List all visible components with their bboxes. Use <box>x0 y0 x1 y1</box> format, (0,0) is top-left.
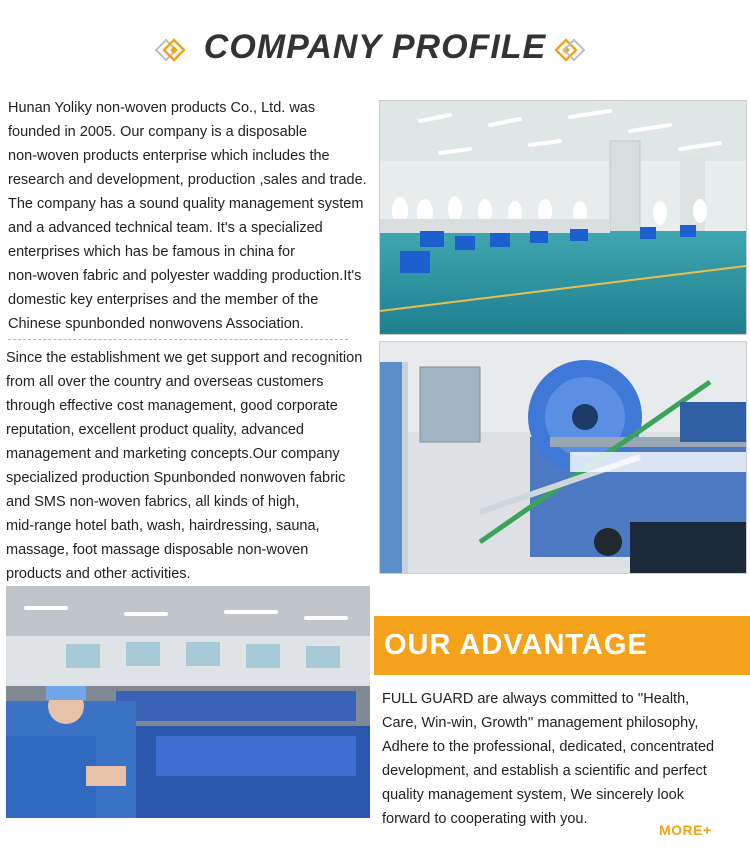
intro-line: non-woven products enterprise which includes the <box>8 148 330 164</box>
story-line: from all over the country and overseas customers <box>6 374 324 390</box>
story-line: reputation, excellent product quality, advanced <box>6 422 304 438</box>
advantage-line: Care, Win-win, Growth'' management philosophy, <box>382 715 699 731</box>
section-header <box>0 18 750 84</box>
double-diamond-icon <box>555 38 585 62</box>
more-link[interactable]: MORE+ <box>659 822 712 838</box>
intro-line: enterprises which has be famous in china for <box>8 244 295 260</box>
story-line: management and marketing concepts.Our company <box>6 446 340 462</box>
intro-line: Chinese spunbonded nonwovens Association. <box>8 316 304 332</box>
advantage-line: development, and establish a scientific and perfect <box>382 763 707 779</box>
advantage-line: FULL GUARD are always committed to ''Health, <box>382 691 690 707</box>
story-line: mid-range hotel bath, wash, hairdressing, sauna, <box>6 518 320 534</box>
intro-line: The company has a sound quality management system <box>8 196 364 212</box>
company-intro-text <box>8 96 380 336</box>
story-line: through effective cost management, good corporate <box>6 398 338 414</box>
intro-line: founded in 2005. Our company is a disposable <box>8 124 308 140</box>
fabric-roll-machine-photo <box>380 342 746 573</box>
intro-line: research and development, production ,sales and trade. <box>8 172 367 188</box>
story-line: massage, foot massage disposable non-woven <box>6 542 309 558</box>
advantage-banner <box>374 616 750 675</box>
story-line: specialized production Spunbonded nonwoven fabric <box>6 470 346 486</box>
story-line: products and other activities. <box>6 566 191 582</box>
story-line: Since the establishment we get support and recognition <box>6 350 363 366</box>
intro-line: and a advanced technical team. It's a specialized <box>8 220 323 236</box>
story-line: and SMS non-woven fabrics, all kinds of high, <box>6 494 300 510</box>
advantage-line: quality management system, We sincerely look <box>382 787 684 803</box>
company-story-text <box>6 346 378 586</box>
intro-line: non-woven fabric and polyester wadding production.It's <box>8 268 362 284</box>
page-title: COMPANY PROFILE <box>203 28 547 66</box>
intro-line: Hunan Yoliky non-woven products Co., Ltd. was <box>8 100 316 116</box>
factory-floor-photo <box>380 101 746 334</box>
advantage-line: forward to cooperating with you. <box>382 811 588 827</box>
dashed-divider <box>8 339 348 340</box>
advantage-text <box>382 687 744 831</box>
advantage-line: Adhere to the professional, dedicated, concentrated <box>382 739 715 755</box>
sewing-workshop-photo <box>6 586 370 818</box>
advantage-title: OUR ADVANTAGE <box>384 629 648 661</box>
intro-line: domestic key enterprises and the member of the <box>8 292 319 308</box>
